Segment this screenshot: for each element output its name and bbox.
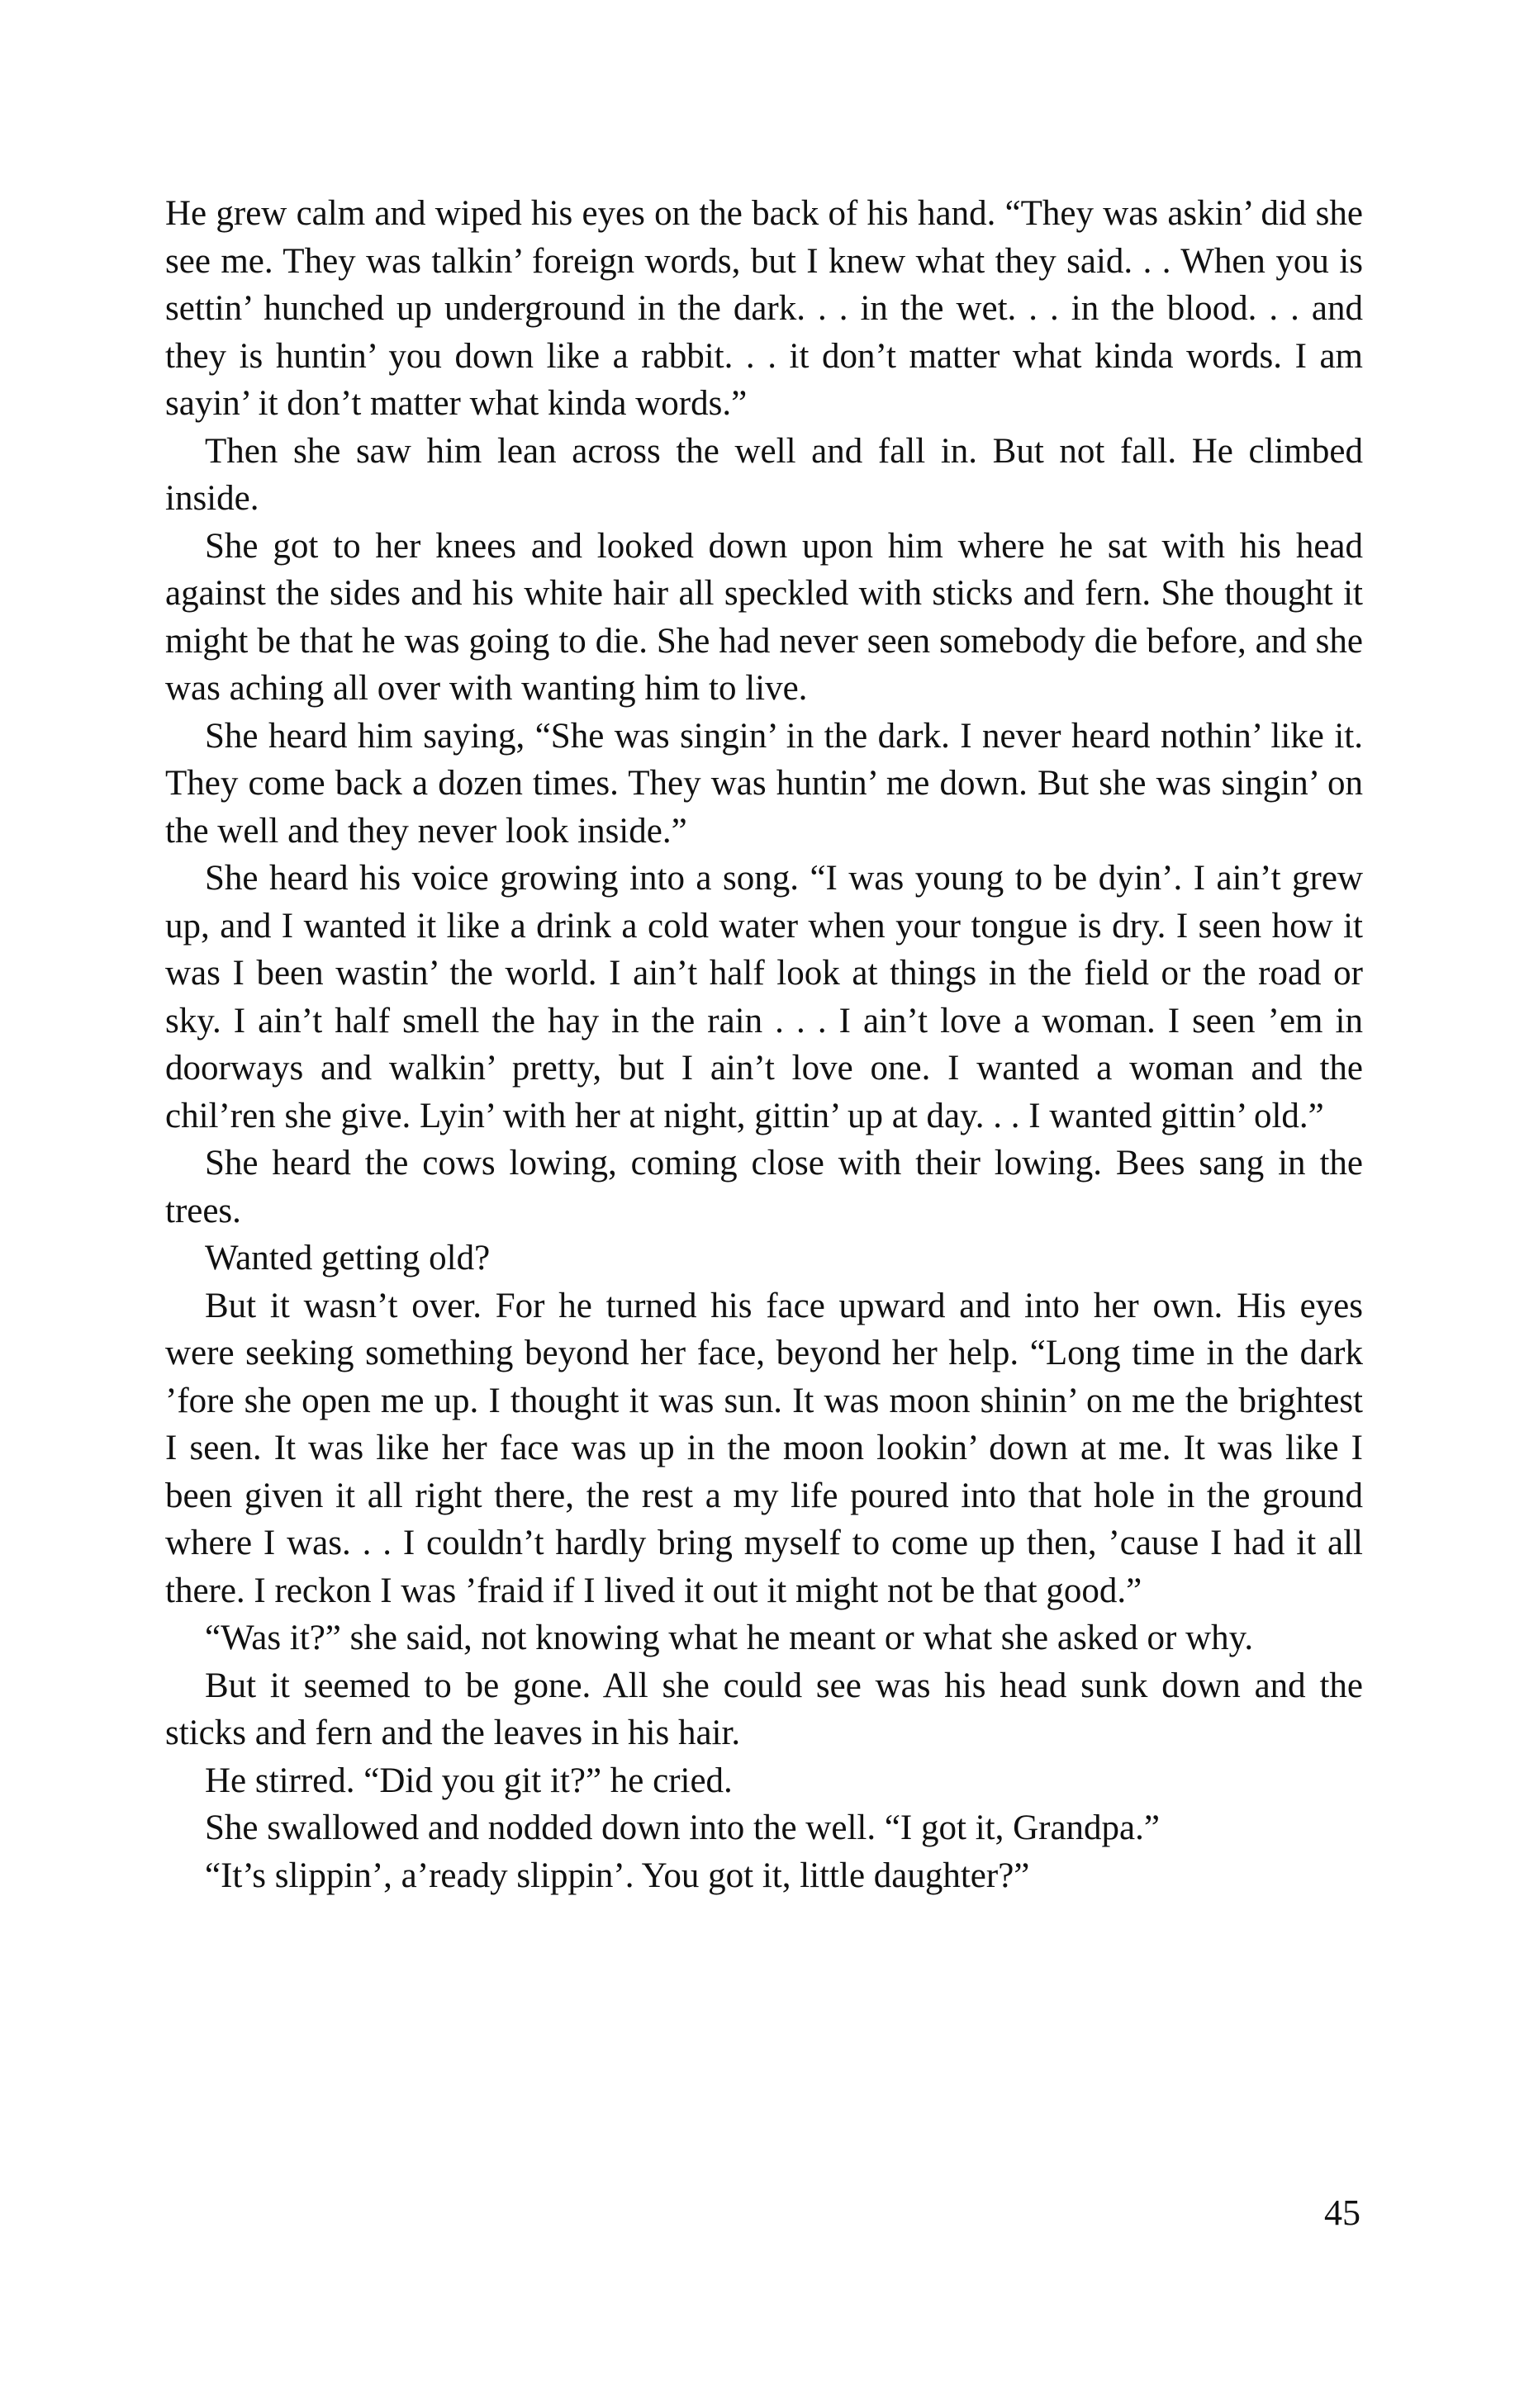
paragraph-5: She heard his voice growing into a song. “I was young to be dyin’. I ain’t grew up, and I wanted it like a drink a cold water when your tongue is dry. I seen how it was I been wastin’ the world. I ain’t half look at things in the field or the road or sky. I ain’t half smell the hay in the rain . . . I ain’t love a woman. I seen ’em in doorways and walkin’ pretty, but I ain’t love one. I wanted a woman and the chil’ren she give. Lyin’ with her at night, gittin’ up at day. . . I wanted gittin’ old.”	[165, 859, 1363, 1135]
paragraph-9: “Was it?” she said, not knowing what he meant or what she asked or why.	[205, 1619, 1254, 1657]
paragraph-1: He grew calm and wiped his eyes on the back of his hand. “They was askin’ did she see me. They was talkin’ foreign words, but I knew what they said. . . When you is settin’ hunched up underground in the dark. . . in the wet. . . in the blood. . . and they is huntin’ you down like a rabbit. . . it don’t matter what kinda words. I am sayin’ it don’t matter what kinda words.”	[165, 194, 1363, 423]
paragraph-12: She swallowed and nodded down into the well. “I got it, Grandpa.”	[205, 1808, 1160, 1847]
body-text	[165, 190, 1363, 1899]
paragraph-8: But it wasn’t over. For he turned his face upward and into her own. His eyes were seeking something beyond her face, beyond her help. “Long time in the dark ’fore she open me up. I thought it was sun. It was moon shinin’ on me the brightest I seen. It was like her face was up in the moon lookin’ down at me. It was like I been given it all right there, the rest a my life poured into that hole in the ground where I was. . . I couldn’t hardly bring myself to come up then, ’cause I had it all there. I reckon I was ’fraid if I lived it out it might not be that good.”	[165, 1286, 1363, 1610]
paragraph-10: But it seemed to be gone. All she could see was his head sunk down and the sticks and fern and the leaves in his hair.	[165, 1666, 1363, 1752]
paragraph-11: He stirred. “Did you git it?” he cried.	[205, 1761, 733, 1800]
paragraph-13: “It’s slippin’, a’ready slippin’. You got it, little daughter?”	[205, 1856, 1030, 1895]
paragraph-2: Then she saw him lean across the well and fall in. But not fall. He climbed inside.	[165, 431, 1363, 518]
paragraph-4: She heard him saying, “She was singin’ in the dark. I never heard nothin’ like it. They come back a dozen times. They was huntin’ me down. But she was singin’ on the well and they never look inside.”	[165, 716, 1363, 851]
paragraph-3: She got to her knees and looked down upon him where he sat with his head against the sides and his white hair all speckled with sticks and fern. She thought it might be that he was going to die. She had never seen somebody die before, and she was aching all over with wanting him to live.	[165, 526, 1363, 708]
paragraph-7: Wanted getting old?	[205, 1239, 491, 1277]
paragraph-6: She heard the cows lowing, coming close with their lowing. Bees sang in the trees.	[165, 1144, 1363, 1230]
page-number: 45	[1324, 2192, 1360, 2233]
